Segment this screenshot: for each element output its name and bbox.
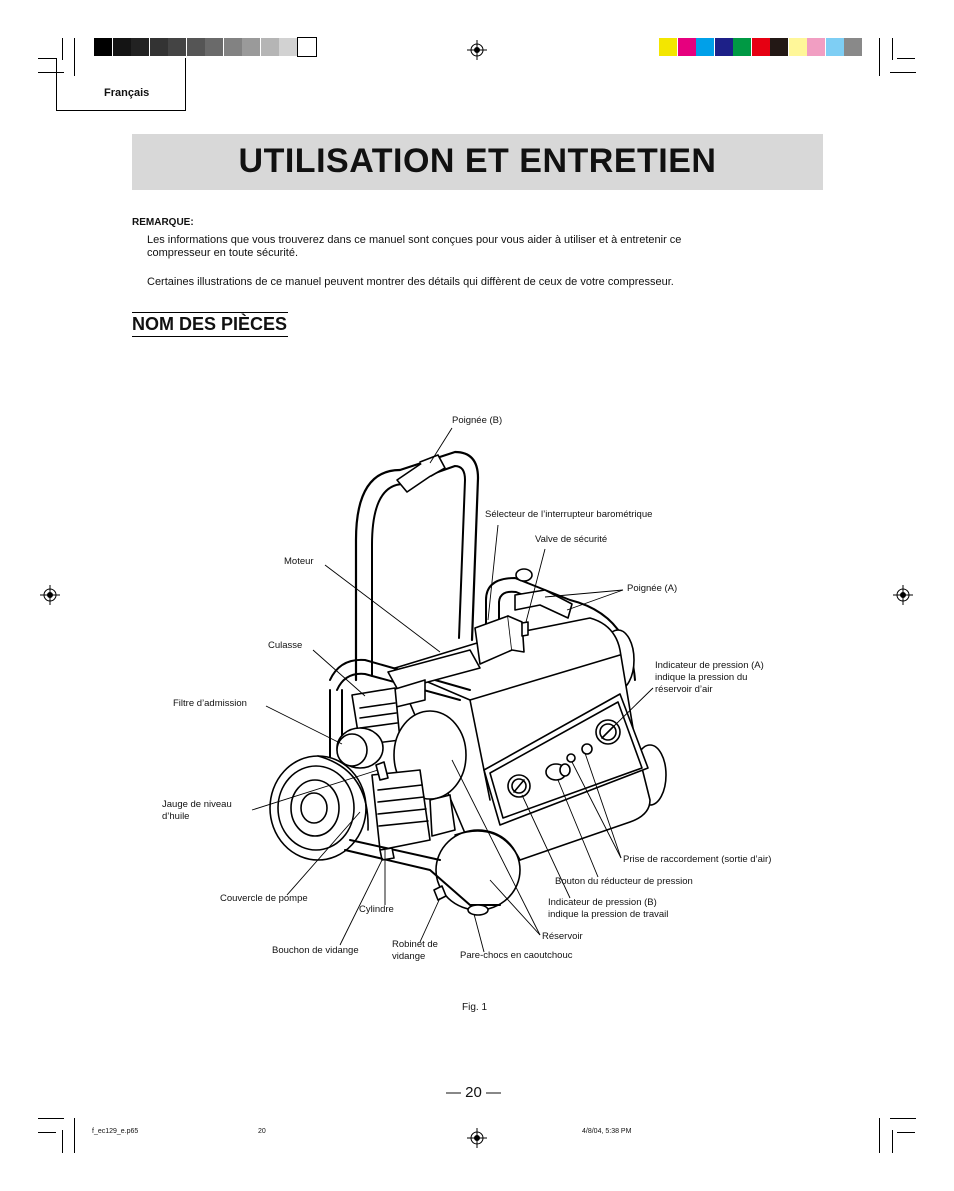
label-cylindre: Cylindre <box>359 904 394 915</box>
handle-a <box>515 590 572 618</box>
label-indicateur-a-line-1: Indicateur de pression (A) <box>655 660 764 671</box>
remark-heading: REMARQUE: <box>132 217 194 228</box>
remark-paragraph-1-line-2: compresseur en toute sécurité. <box>147 247 299 259</box>
leader-robinet <box>420 898 440 942</box>
label-bouchon: Bouchon de vidange <box>272 945 359 956</box>
label-poignee-a: Poignée (A) <box>627 583 678 594</box>
section-title: NOM DES PIÈCES <box>132 312 288 337</box>
safety-valve <box>522 622 528 636</box>
footer-date: 4/8/04, 5:38 PM <box>582 1128 632 1135</box>
label-filtre: Filtre d’admission <box>173 698 247 709</box>
label-robinet-line-2: vidange <box>392 951 426 962</box>
label-valve: Valve de sécurité <box>535 534 608 545</box>
leader-selecteur <box>488 525 498 620</box>
page-title: UTILISATION ET ENTRETIEN <box>238 142 717 180</box>
label-selecteur: Sélecteur de l’interrupteur barométrique <box>485 509 653 520</box>
label-indicateur-a-line-2: indique la pression du <box>655 672 748 683</box>
leader-bouchon <box>340 858 383 945</box>
label-bouton: Bouton du réducteur de pression <box>555 876 693 887</box>
label-jauge <box>162 799 232 823</box>
leader-poignee-b <box>430 428 452 463</box>
label-culasse: Culasse <box>268 640 303 651</box>
air-outlet <box>582 744 592 754</box>
remark-paragraph-1-line-1: Les informations que vous trouverez dans ce manuel sont conçues pour vous aider à utiliser et à entretenir ce <box>147 234 682 246</box>
label-prise: Prise de raccordement (sortie d’air) <box>623 854 772 865</box>
remark-paragraph-2: Certaines illustrations de ce manuel peuvent montrer des détails qui diffèrent de ceux de votre compresseur. <box>147 276 674 288</box>
label-robinet <box>392 939 438 963</box>
label-couvercle: Couvercle de pompe <box>220 893 308 904</box>
label-indicateur-b-line-1: Indicateur de pression (B) <box>548 897 657 908</box>
leader-poignee-a-1 <box>545 590 623 597</box>
label-reservoir: Réservoir <box>542 931 583 942</box>
figure-caption: Fig. 1 <box>462 1002 488 1013</box>
language-tab-label: Français <box>104 87 150 99</box>
leader-valve <box>526 549 545 622</box>
label-moteur: Moteur <box>284 556 314 567</box>
handle-b-frame <box>356 452 478 680</box>
leader-parechocs <box>474 914 484 952</box>
leader-poignee-a-2 <box>567 590 623 610</box>
label-indicateur-a-line-3: réservoir d’air <box>655 684 713 695</box>
label-robinet-line-1: Robinet de <box>392 939 438 950</box>
rubber-foot <box>468 905 488 915</box>
page-number: — 20 — <box>446 1084 502 1101</box>
drain-plug <box>380 848 394 860</box>
label-indicateur-b <box>548 897 668 921</box>
label-indicateur-a <box>655 660 764 696</box>
label-poignee-b: Poignée (B) <box>452 415 503 426</box>
label-jauge-line-2: d’huile <box>162 811 190 822</box>
label-parechocs: Pare-chocs en caoutchouc <box>460 950 573 961</box>
leader-culasse <box>313 650 365 696</box>
footer-page: 20 <box>258 1128 266 1135</box>
label-jauge-line-1: Jauge de niveau <box>162 799 232 810</box>
label-indicateur-b-line-2: indique la pression de travail <box>548 909 669 920</box>
leader-moteur <box>325 565 440 652</box>
footer-file: f_ec129_e.p65 <box>92 1128 139 1135</box>
